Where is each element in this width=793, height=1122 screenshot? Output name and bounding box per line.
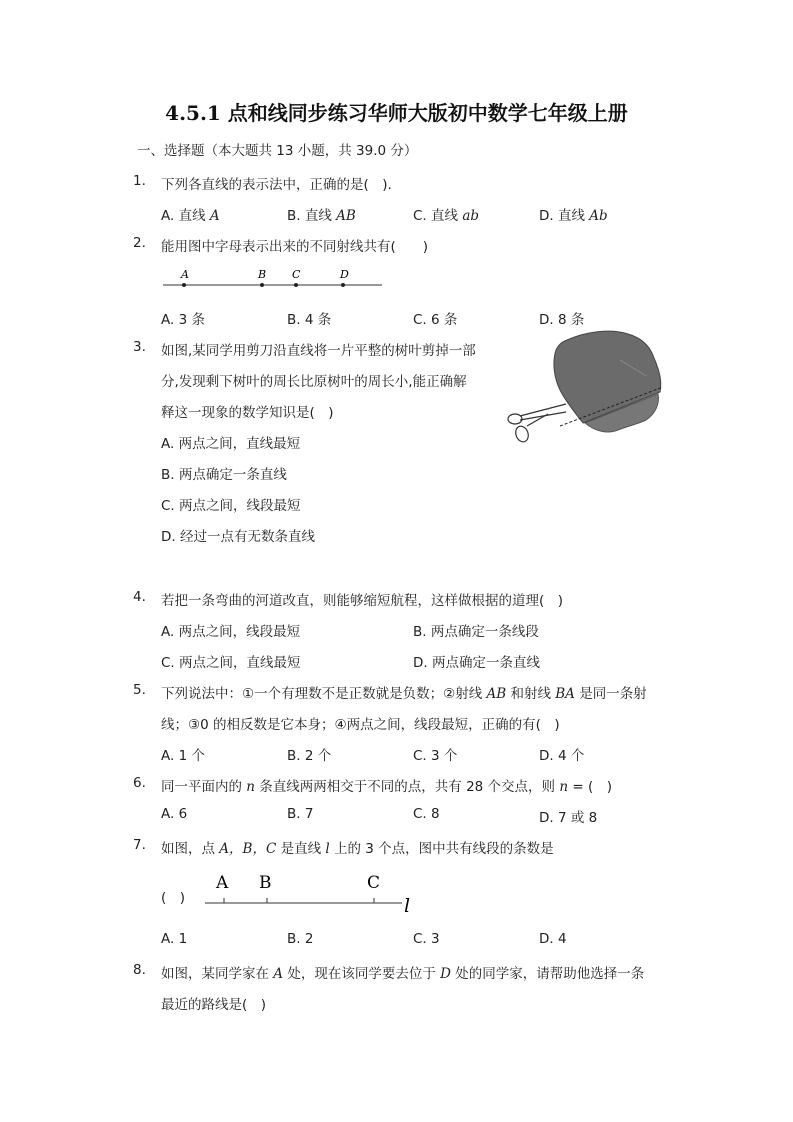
- q2-option-a[interactable]: A. 3 条: [161, 312, 205, 328]
- section-heading: 一、选择题（本大题共 13 小题，共 39.0 分）: [137, 143, 418, 159]
- q4-option-c[interactable]: C. 两点之间，直线最短: [161, 655, 301, 671]
- q5-line-2: 线；③0 的相反数是它本身；④两点之间，线段最短，正确的有( ): [161, 717, 560, 733]
- q2-option-d[interactable]: D. 8 条: [539, 312, 585, 328]
- q6-option-c[interactable]: C. 8: [413, 806, 440, 822]
- q4-option-d[interactable]: D. 两点确定一条直线: [413, 655, 540, 671]
- q3-line-2: 分,发现剩下树叶的周长比原树叶的周长小,能正确解: [161, 374, 467, 390]
- q2-label-b: B: [258, 268, 267, 281]
- q2-option-c[interactable]: C. 6 条: [413, 312, 458, 328]
- q3-option-a[interactable]: A. 两点之间，直线最短: [161, 436, 301, 452]
- q3-option-c[interactable]: C. 两点之间，线段最短: [161, 498, 301, 514]
- q8-number: 8.: [133, 962, 146, 978]
- q6-number: 6.: [133, 775, 146, 791]
- q1-option-b[interactable]: B. 直线 AB: [287, 208, 356, 224]
- q7-option-d[interactable]: D. 4: [539, 931, 567, 947]
- q5-option-a[interactable]: A. 1 个: [161, 748, 205, 764]
- q1-option-a[interactable]: A. 直线 A: [161, 208, 220, 224]
- q6-option-d[interactable]: D. 7 或 8: [539, 810, 598, 826]
- q1-option-d[interactable]: D. 直线 Ab: [539, 208, 608, 224]
- q1-number: 1.: [133, 173, 146, 189]
- q4-text: 若把一条弯曲的河道改直，则能够缩短航程，这样做根据的道理( ): [161, 593, 564, 609]
- q2-text: 能用图中字母表示出来的不同射线共有( ): [161, 239, 429, 255]
- q3-line-3: 释这一现象的数学知识是( ): [161, 405, 334, 421]
- q4-number: 4.: [133, 589, 146, 605]
- q2-label-a: A: [181, 268, 189, 281]
- q7-answer-paren: ( ): [161, 890, 186, 906]
- q3-option-b[interactable]: B. 两点确定一条直线: [161, 467, 287, 483]
- q6-option-a[interactable]: A. 6: [161, 806, 188, 822]
- q5-option-c[interactable]: C. 3 个: [413, 748, 458, 764]
- q3-line-1: 如图,某同学用剪刀沿直线将一片平整的树叶剪掉一部: [161, 343, 476, 359]
- q1-text: 下列各直线的表示法中，正确的是( ).: [161, 177, 392, 193]
- q7-option-a[interactable]: A. 1: [161, 931, 188, 947]
- q5-number: 5.: [133, 682, 146, 698]
- q7-text: 如图，点 A，B，C 是直线 l 上的 3 个点，图中共有线段的条数是: [161, 841, 554, 857]
- q2-option-b[interactable]: B. 4 条: [287, 312, 332, 328]
- q4-option-b[interactable]: B. 两点确定一条线段: [413, 624, 539, 640]
- q7-label-b: B: [259, 873, 272, 893]
- q3-number: 3.: [133, 339, 146, 355]
- q7-label-l: l: [404, 895, 411, 917]
- q2-label-d: D: [340, 268, 349, 281]
- page-title: 4.5.1 点和线同步练习华师大版初中数学七年级上册: [165, 101, 628, 125]
- q5-line-1: 下列说法中：①一个有理数不是正数就是负数；②射线 AB 和射线 BA 是同一条射: [161, 686, 647, 702]
- q7-label-a: A: [216, 873, 229, 893]
- q6-text: 同一平面内的 n 条直线两两相交于不同的点，共有 28 个交点，则 n = ( ): [161, 779, 612, 795]
- q5-option-b[interactable]: B. 2 个: [287, 748, 332, 764]
- q6-option-b[interactable]: B. 7: [287, 806, 314, 822]
- q5-option-d[interactable]: D. 4 个: [539, 748, 585, 764]
- q4-option-a[interactable]: A. 两点之间，线段最短: [161, 624, 301, 640]
- q1-option-c[interactable]: C. 直线 ab: [413, 208, 480, 224]
- q8-line-1: 如图，某同学家在 A 处，现在该同学要去位于 D 处的同学家，请帮助他选择一条: [161, 966, 645, 982]
- q7-option-c[interactable]: C. 3: [413, 931, 440, 947]
- q2-label-c: C: [292, 268, 301, 281]
- q2-number: 2.: [133, 235, 146, 251]
- q3-option-d[interactable]: D. 经过一点有无数条直线: [161, 529, 315, 545]
- q7-label-c: C: [367, 873, 381, 893]
- q7-option-b[interactable]: B. 2: [287, 931, 314, 947]
- q7-number: 7.: [133, 837, 146, 853]
- q8-line-2: 最近的路线是( ): [161, 997, 267, 1013]
